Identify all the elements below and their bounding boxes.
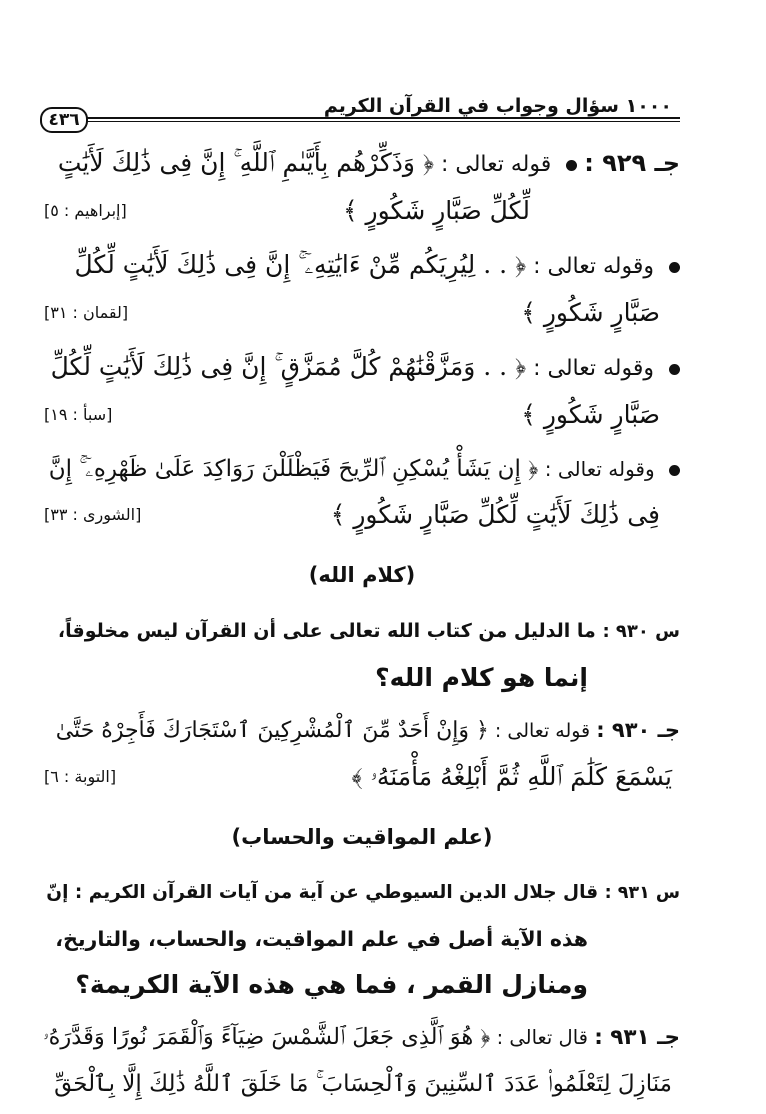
verse-text: ﴿ . . لِيُرِيَكُم مِّنْ ءَايَٰتِهِۦٓ ۚ إِنَّ فِى ذَٰلِكَ لَأَيَٰتٍ لِّكُلِّ <box>74 250 527 279</box>
citation-line-2 <box>44 492 680 540</box>
question-931 <box>44 870 680 1008</box>
intro-text: قال تعالى : <box>496 1026 588 1049</box>
header-rule-thin <box>84 121 680 122</box>
answer-929-line-1 <box>44 140 680 188</box>
bullet-icon <box>566 160 577 171</box>
answer-label: جـ ٩٢٩ : <box>584 149 680 177</box>
verse-text: يَسْمَعَ كَلَٰمَ ٱللَّهِ ثُمَّ أَبْلِغْهُ مَأْمَنَهُۥ ﴾ <box>351 762 672 791</box>
running-header <box>40 93 680 133</box>
verse-reference: [الشورى : ٣٣] <box>44 505 142 524</box>
citation-line-1 <box>44 446 680 492</box>
intro-text: وقوله تعالى : <box>544 457 655 481</box>
verse-text: ﴿ هُوَ ٱلَّذِى جَعَلَ ٱلشَّمْسَ ضِيَآءً وَٱلْقَمَرَ نُورًا وَقَدَّرَهُۥ <box>43 1024 491 1050</box>
bullet-icon <box>669 262 680 273</box>
citation-line-1 <box>44 242 680 290</box>
question-text: ومنازل القمر ، فما هي هذه الآية الكريمة؟ <box>75 970 588 999</box>
bullet-icon <box>669 465 680 476</box>
verse-reference: [لقمان : ٣١] <box>44 303 129 322</box>
answer-929 <box>44 140 680 236</box>
citation-line-1 <box>44 344 680 392</box>
question-930 <box>44 608 680 701</box>
citation-luqman <box>44 242 680 338</box>
verse-reference: [سبأ : ١٩] <box>44 405 113 424</box>
section-heading-kalam-allah: (كلام الله) <box>308 563 416 587</box>
answer-930-line-2 <box>44 754 680 802</box>
question-text: هذه الآية أصل في علم المواقيت، والحساب، والتاريخ، <box>55 927 588 951</box>
question-label: س ٩٣١ : <box>604 883 680 903</box>
verse-text: ﴿ إِن يَشَأْ يُسْكِنِ ٱلرِّيحَ فَيَظْلَلْنَ رَوَاكِدَ عَلَىٰ ظَهْرِهِۦٓ ۚ إِنَّ <box>48 456 539 482</box>
question-931-line-1 <box>44 870 680 916</box>
verse-text: ﴿ . . وَمَزَّقْنَٰهُمْ كُلَّ مُمَزَّقٍ ۚ إِنَّ فِى ذَٰلِكَ لَأَيَٰتٍ لِّكُلِّ <box>50 352 527 381</box>
intro-text: وقوله تعالى : <box>533 254 654 279</box>
answer-929-line-2 <box>44 188 680 236</box>
citation-line-2 <box>44 392 680 440</box>
page-content <box>44 140 680 1113</box>
answer-label: جـ ٩٣١ : <box>594 1025 680 1050</box>
verse-text: ﴿ وَذَكِّرْهُم بِأَيَّىٰمِ ٱللَّهِ ۚ إِنَّ فِى ذَٰلِكَ لَأَيَٰتٍ <box>57 148 434 177</box>
verse-text: صَبَّارٍ شَكُورٍ ﴾ <box>521 298 660 327</box>
verse-reference: [التوبة : ٦] <box>44 767 117 786</box>
question-931-line-2 <box>44 916 680 962</box>
verse-text: ﴿ وَإِنْ أَحَدٌ مِّنَ ٱلْمُشْرِكِينَ ٱسْتَجَارَكَ فَأَجِرْهُ حَتَّىٰ <box>55 718 489 743</box>
answer-930 <box>44 707 680 802</box>
question-text: إنما هو كلام الله؟ <box>375 663 588 692</box>
verse-text: صَبَّارٍ شَكُورٍ ﴾ <box>521 400 660 429</box>
question-931-line-3 <box>44 962 680 1008</box>
answer-label: جـ ٩٣٠ : <box>596 718 680 742</box>
bullet-icon <box>669 364 680 375</box>
verse-reference: [إبراهيم : ٥] <box>44 201 127 220</box>
answer-931 <box>44 1014 680 1107</box>
intro-text: وقوله تعالى : <box>533 356 654 381</box>
intro-text: قوله تعالى : <box>494 720 591 742</box>
answer-931-line-2 <box>44 1061 680 1107</box>
answer-930-line-1 <box>44 707 680 754</box>
question-label: س ٩٣٠ : <box>602 621 680 642</box>
citation-line-2 <box>44 290 680 338</box>
question-text: قال جلال الدين السيوطي عن آية من آيات القرآن الكريم : إنّ <box>46 882 599 903</box>
page-number: ٤٣٦ <box>40 107 88 133</box>
citation-saba <box>44 344 680 440</box>
verse-text: لِّكُلِّ صَبَّارٍ شَكُورٍ ﴾ <box>342 196 530 225</box>
citation-shura <box>44 446 680 540</box>
verse-text: فِى ذَٰلِكَ لَأَيَٰتٍ لِّكُلِّ صَبَّارٍ شَكُورٍ ﴾ <box>330 500 660 529</box>
section-heading-mawaqit: (علم المواقيت والحساب) <box>231 825 493 849</box>
intro-text: قوله تعالى : <box>440 152 552 177</box>
book-title: ١٠٠٠ سؤال وجواب في القرآن الكريم <box>323 95 672 117</box>
answer-931-line-1 <box>44 1014 680 1061</box>
header-rule <box>84 117 680 119</box>
question-930-line-2 <box>44 655 680 701</box>
question-text: ما الدليل من كتاب الله تعالى على أن القرآن ليس مخلوقاً، <box>57 620 596 642</box>
question-930-line-1 <box>44 608 680 655</box>
verse-text: مَنَازِلَ لِتَعْلَمُوا۟ عَدَدَ ٱلسِّنِينَ وَٱلْحِسَابَ ۚ مَا خَلَقَ ٱللَّهُ ذَٰلِكَ إِلَّا بِٱلْحَقِّ <box>54 1071 672 1097</box>
